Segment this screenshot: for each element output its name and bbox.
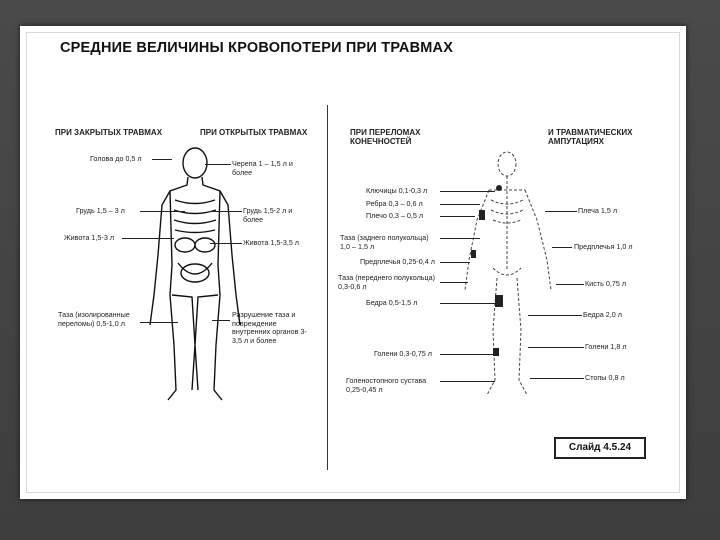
label-pelvis-posterior: Таза (заднего полукольца) 1,0 – 1,5 л (340, 233, 429, 251)
label-amp-hand: Кисть 0,75 л (585, 279, 627, 288)
label-femur-fracture: Бедра 0,5-1,5 л (366, 298, 418, 307)
leader-line (440, 303, 495, 304)
label-head: Голова до 0,5 л (90, 154, 142, 163)
label-ribs: Ребра 0,3 – 0,6 л (366, 199, 423, 208)
column-divider (327, 105, 328, 470)
body-figure-left (140, 145, 250, 405)
leader-line (440, 354, 495, 355)
label-forearm-fracture: Предплечья 0,25-0,4 л (360, 257, 435, 266)
label-clavicle: Ключицы 0,1-0,3 л (366, 186, 428, 195)
leader-line (528, 315, 582, 316)
header-amputations: И ТРАВМАТИЧЕСКИХ АМПУТАЦИЯХ (548, 128, 633, 146)
label-amp-foot: Стопы 0,8 л (585, 373, 625, 382)
leader-line (210, 243, 242, 244)
label-shin-fracture: Голени 0,3-0,75 л (374, 349, 432, 358)
label-chest-open: Грудь 1,5-2 л и более (243, 206, 293, 224)
leader-line (212, 320, 230, 321)
label-amp-shin: Голени 1,8 л (585, 342, 627, 351)
slide-frame (20, 26, 686, 499)
header-open: ПРИ ОТКРЫТЫХ ТРАВМАХ (200, 128, 308, 137)
slide-title: СРЕДНИЕ ВЕЛИЧИНЫ КРОВОПОТЕРИ ПРИ ТРАВМАХ (60, 40, 454, 56)
leader-line (210, 211, 242, 212)
leader-line (440, 204, 480, 205)
leader-line (556, 284, 584, 285)
leader-line (440, 216, 475, 217)
label-ankle: Голеностопного сустава 0,25-0,45 л (346, 376, 427, 394)
leader-line (440, 381, 495, 382)
skeleton-figure-right (455, 150, 565, 400)
label-amp-shoulder: Плеча 1,5 л (578, 206, 618, 215)
label-amp-thigh: Бедра 2,0 л (583, 310, 622, 319)
leader-line (530, 378, 584, 379)
slide-inner-border (26, 32, 680, 493)
label-pelvis-open: Разрушение таза и повреждение внутренних органов 3-3,5 л и более (232, 310, 307, 345)
leader-line (545, 211, 577, 212)
leader-line (440, 191, 495, 192)
leader-line (140, 322, 178, 323)
header-fractures: ПРИ ПЕРЕЛОМАХ КОНЕЧНОСТЕЙ (350, 128, 421, 146)
leader-line (205, 164, 231, 165)
leader-line (122, 238, 174, 239)
label-pelvis-anterior: Таза (переднего полукольца) 0,3-0,6 л (338, 273, 436, 291)
label-skull-open: Черепа 1 – 1,5 л и более (232, 159, 293, 177)
leader-line (140, 211, 185, 212)
label-abdomen-open: Живота 1,5-3,5 л (243, 238, 300, 247)
label-abdomen-closed: Живота 1,5-3 л (64, 233, 115, 242)
leader-line (440, 238, 480, 239)
label-shoulder: Плечо 0,3 – 0,5 л (366, 211, 424, 220)
leader-line (440, 282, 468, 283)
leader-line (152, 159, 172, 160)
label-chest-closed: Грудь 1,5 – 3 л (76, 206, 125, 215)
leader-line (552, 247, 572, 248)
leader-line (528, 347, 584, 348)
slide-number-badge: Слайд 4.5.24 (554, 437, 646, 459)
label-pelvis-closed: Таза (изолированные переломы) 0,5-1,0 л (58, 310, 130, 328)
label-amp-forearm: Предплечья 1,0 л (574, 242, 633, 251)
header-closed: ПРИ ЗАКРЫТЫХ ТРАВМАХ (55, 128, 163, 137)
leader-line (440, 262, 470, 263)
